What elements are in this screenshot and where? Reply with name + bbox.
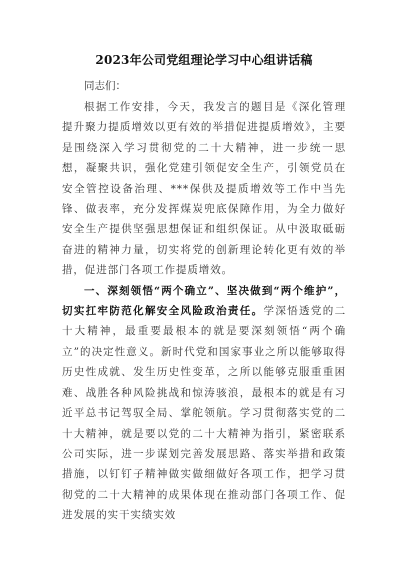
paragraph-intro: 根据工作安排，今天，我发言的题目是《深化管理提升聚力提质增效以更有效的举措促进提质增效》，主要是围绕深入学习贯彻党的二十大精神，进一步统一思想，凝聚共识，强化党建引领促安全生产，引领党员在安全管控设备治理、***保供及提质增效等工作中当先锋、做表率，充分发挥煤炭兜底保障作用，为全力做好安全生产提供坚强思想保证和组织保证。从中汲取砥砺奋进的精神力量，切实将党的创新理论转化更有效的举措，促进部门各项工作提质增效。 <box>62 101 346 277</box>
paragraph-section-1 <box>62 281 346 526</box>
document-title: 2023年公司党组理论学习中心组讲话稿 <box>95 53 313 67</box>
section-1-body: 学深悟透党的二十大精神，最重要最根本的就是要深刻领悟“两个确立”的决定性意义。新时代党和国家事业之所以能够取得历史性成就、发生历史性变革，之所以能够克服重重困难、战胜各种风险挑战和惊涛骇浪，最根本的就是有习近平总书记驾驭全局、掌舵领航。学习贯彻落实党的二十大精神，就是要以党的二十大精神为指引，紧密联系公司实际，进一步谋划完善发展思路、落实举措和政策措施，以钉钉子精神做实做细做好各项工作，把学习贯彻党的二十大精神的成果体现在推动部门各项工作、促进发展的实干实绩实效 <box>62 305 346 522</box>
salutation: 同志们： <box>84 80 126 92</box>
section-1-heading: 一、深刻领悟“两个确立”、坚决做到“两个维护”，切实扛牢防范化解安全风险政治责任。 <box>62 284 346 318</box>
